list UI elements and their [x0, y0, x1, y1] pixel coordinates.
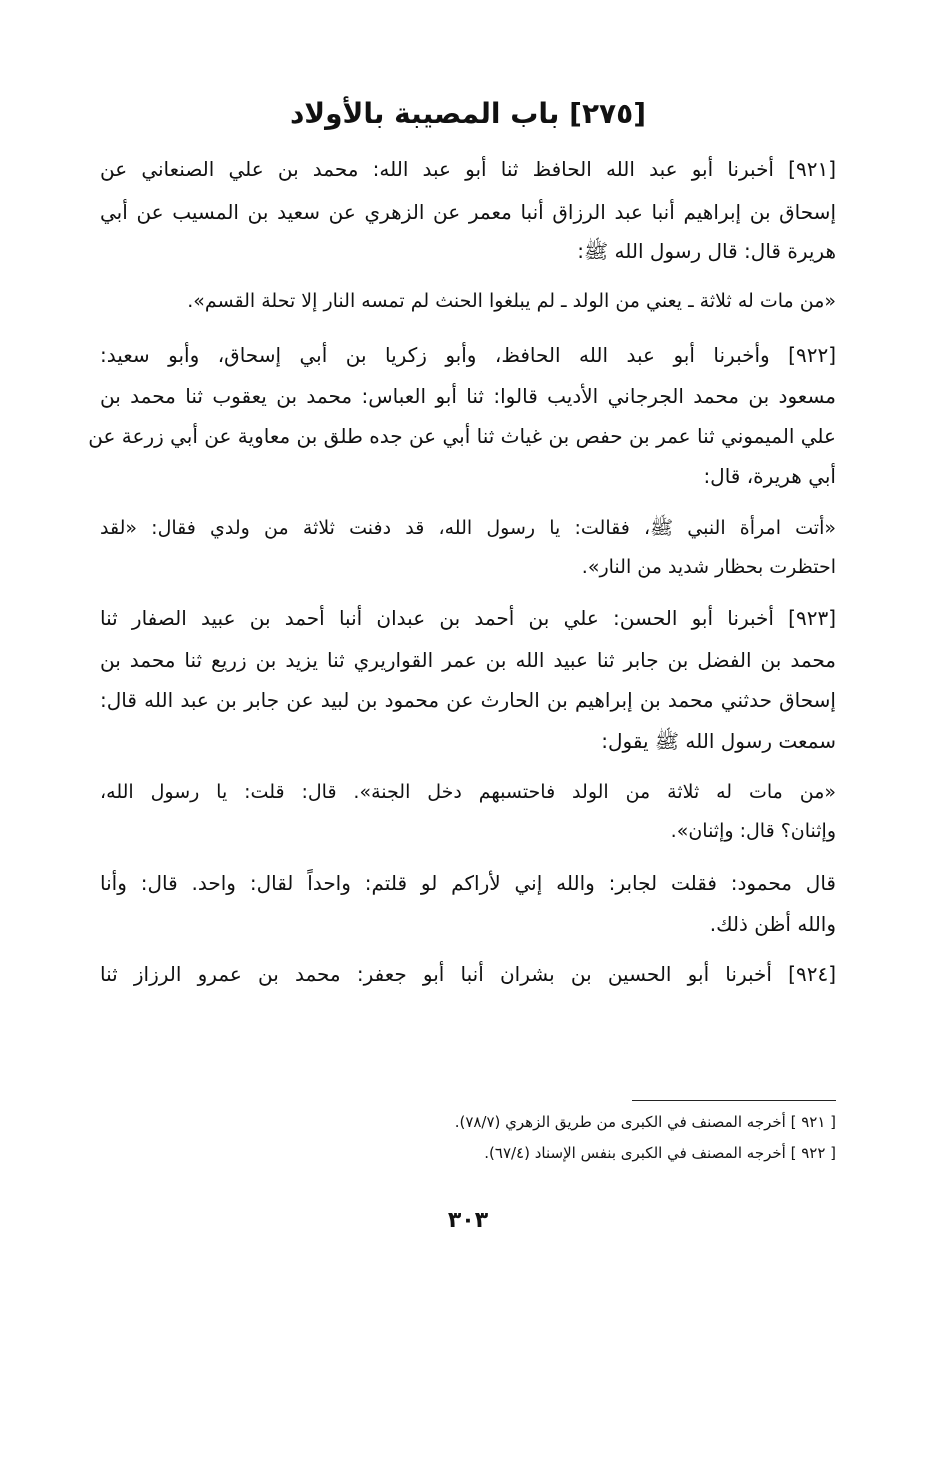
text-line: قال محمود: فقلت لجابر: والله إني لأراكم لو قلتم: واحداً لقال: واحد. قال: وأنا [100, 871, 836, 895]
text-line: [٩٢٤] أخبرنا أبو الحسين بن بشران أنبا أبو جعفر: محمد بن عمرو الرزاز ثنا [100, 962, 836, 986]
hadith-quote-line: «من مات له ثلاثة من الولد فاحتسبهم دخل الجنة». قال: قلت: يا رسول الله، [100, 781, 836, 803]
text-line: إسحاق حدثني محمد بن إبراهيم بن الحارث عن محمود بن لبيد عن جابر بن عبد الله قال: [100, 688, 836, 712]
text-line: أبي هريرة، قال: [703, 464, 836, 488]
chapter-title: [٢٧٥] باب المصيبة بالأولاد [289, 97, 647, 130]
text-line: مسعود بن محمد الجرجاني الأديب قالوا: ثنا أبو العباس: محمد بن يعقوب ثنا محمد بن [100, 384, 836, 408]
text-line: [٩٢٢] وأخبرنا أبو عبد الله الحافظ، وأبو زكريا بن أبي إسحاق، وأبو سعيد: [100, 343, 836, 367]
text-line: هريرة قال: قال رسول الله ﷺ: [577, 239, 836, 263]
text-line: إسحاق بن إبراهيم أنبا عبد الرزاق أنبا معمر عن الزهري عن سعيد بن المسيب عن أبي [100, 200, 836, 224]
text-line: علي الميموني ثنا عمر بن حفص بن غياث ثنا أبي عن جده طلق بن معاوية عن أبي زرعة عن [88, 424, 836, 448]
footnote: [ ٩٢١ ] أخرجه المصنف في الكبرى من طريق الزهري (٧٨/٧). [454, 1113, 836, 1131]
page-number: ٣٠٣ [447, 1208, 489, 1233]
hadith-quote-line: وإثنان؟ قال: وإثنان». [670, 820, 836, 842]
hadith-quote-line: «من مات له ثلاثة ـ يعني من الولد ـ لم يبلغوا الحنث لم تمسه النار إلا تحلة القسم». [187, 290, 836, 312]
footnote: [ ٩٢٢ ] أخرجه المصنف في الكبرى بنفس الإسناد (٦٧/٤). [484, 1144, 836, 1162]
footnote-separator [632, 1100, 836, 1101]
hadith-quote-line: احتظرت بحظار شديد من النار». [581, 556, 836, 578]
text-line: والله أظن ذلك. [709, 912, 836, 936]
text-line: [٩٢١] أخبرنا أبو عبد الله الحافظ ثنا أبو عبد الله: محمد بن علي الصنعاني عن [100, 157, 836, 181]
text-line: محمد بن الفضل بن جابر ثنا عبيد الله بن عمر القواريري ثنا يزيد بن زريع ثنا محمد بن [100, 648, 836, 672]
hadith-quote-line: «أتت امرأة النبي ﷺ، فقالت: يا رسول الله، قد دفنت ثلاثة من ولدي فقال: «لقد [100, 517, 836, 539]
text-line: [٩٢٣] أخبرنا أبو الحسن: علي بن أحمد بن عبدان أنبا أحمد بن عبيد الصفار ثنا [100, 606, 836, 630]
text-line: سمعت رسول الله ﷺ يقول: [601, 729, 836, 753]
